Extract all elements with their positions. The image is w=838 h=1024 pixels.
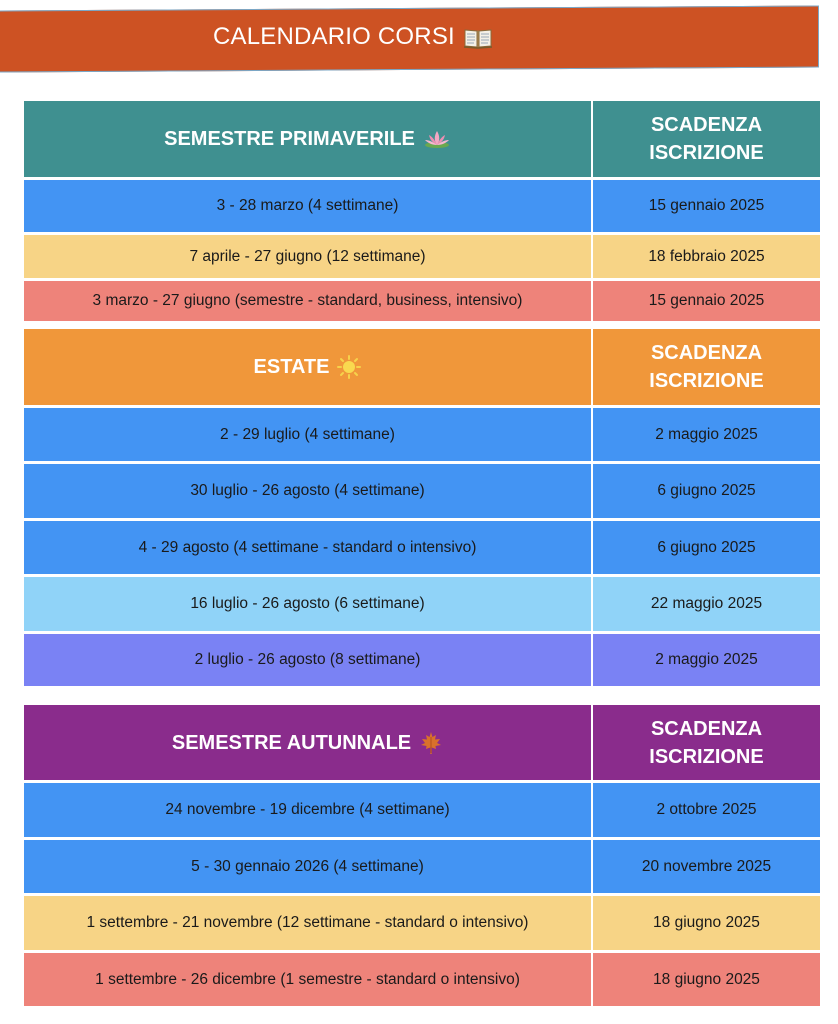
section-title-cell <box>24 705 593 783</box>
page-title-text: CALENDARIO CORSI <box>213 23 455 50</box>
course-dates-cell: 16 luglio - 26 agosto (6 settimane) <box>24 577 593 634</box>
course-dates-cell: 2 luglio - 26 agosto (8 settimane) <box>24 634 593 689</box>
table-row <box>24 408 820 464</box>
deadline-header-line1: SCADENZA <box>650 717 763 740</box>
lotus-icon <box>423 129 451 149</box>
course-dates-cell: 1 settembre - 26 dicembre (1 semestre - standard o intensivo) <box>24 953 593 1009</box>
deadline-header-line1: SCADENZA <box>650 342 763 364</box>
course-dates-cell: 3 - 28 marzo (4 settimane) <box>24 180 593 235</box>
table-row <box>24 953 820 1009</box>
table-row <box>24 281 820 324</box>
sun-icon <box>337 355 361 379</box>
table-row <box>24 521 820 577</box>
course-dates-cell: 30 luglio - 26 agosto (4 settimane) <box>24 464 593 521</box>
course-dates-cell: 2 - 29 luglio (4 settimane) <box>24 408 593 464</box>
table-row <box>24 577 820 634</box>
section-title-cell <box>24 329 593 408</box>
section-title: SEMESTRE PRIMAVERILE <box>164 128 415 150</box>
section-header-row <box>24 329 820 408</box>
summer-table <box>24 329 820 689</box>
deadline-cell: 18 febbraio 2025 <box>593 235 820 281</box>
deadline-cell: 6 giugno 2025 <box>593 464 820 521</box>
deadline-cell: 6 giugno 2025 <box>593 521 820 577</box>
table-row <box>24 235 820 281</box>
deadline-cell: 22 maggio 2025 <box>593 577 820 634</box>
course-dates-cell: 24 novembre - 19 dicembre (4 settimane) <box>24 783 593 840</box>
course-dates-cell: 4 - 29 agosto (4 settimane - standard o intensivo) <box>24 521 593 577</box>
course-dates-cell: 7 aprile - 27 giugno (12 settimane) <box>24 235 593 281</box>
section-header-row <box>24 705 820 783</box>
table-row <box>24 896 820 953</box>
deadline-cell: 2 maggio 2025 <box>593 634 820 689</box>
deadline-header-line1: SCADENZA <box>650 114 763 136</box>
course-dates-cell: 1 settembre - 21 novembre (12 settimane - standard o intensivo) <box>24 896 593 953</box>
table-row <box>24 464 820 521</box>
deadline-header-cell <box>593 329 820 408</box>
table-row <box>24 783 820 840</box>
deadline-cell: 15 gennaio 2025 <box>593 281 820 324</box>
course-dates-cell: 3 marzo - 27 giugno (semestre - standard, business, intensivo) <box>24 281 593 324</box>
deadline-cell: 18 giugno 2025 <box>593 953 820 1009</box>
course-dates-cell: 5 - 30 gennaio 2026 (4 settimane) <box>24 840 593 896</box>
deadline-cell: 15 gennaio 2025 <box>593 180 820 235</box>
table-row <box>24 634 820 689</box>
deadline-header-cell <box>593 101 820 180</box>
autumn-semester-table <box>24 705 820 1009</box>
maple-leaf-icon <box>419 731 443 755</box>
section-title: SEMESTRE AUTUNNALE <box>171 731 412 754</box>
deadline-header-line2: ISCRIZIONE <box>649 370 764 392</box>
spring-semester-table <box>24 101 820 324</box>
deadline-cell: 20 novembre 2025 <box>593 840 820 896</box>
section-header-row <box>24 101 820 180</box>
section-title: ESTATE <box>253 356 330 378</box>
deadline-header-line2: ISCRIZIONE <box>649 745 764 768</box>
section-title-cell <box>24 101 593 180</box>
deadline-cell: 2 maggio 2025 <box>593 408 820 464</box>
table-row <box>24 840 820 896</box>
deadline-cell: 18 giugno 2025 <box>593 896 820 953</box>
deadline-header-cell <box>593 705 820 783</box>
deadline-cell: 2 ottobre 2025 <box>593 783 820 840</box>
deadline-header-line2: ISCRIZIONE <box>649 142 764 164</box>
open-book-icon <box>463 27 493 47</box>
table-row <box>24 180 820 235</box>
page-title <box>213 23 493 51</box>
